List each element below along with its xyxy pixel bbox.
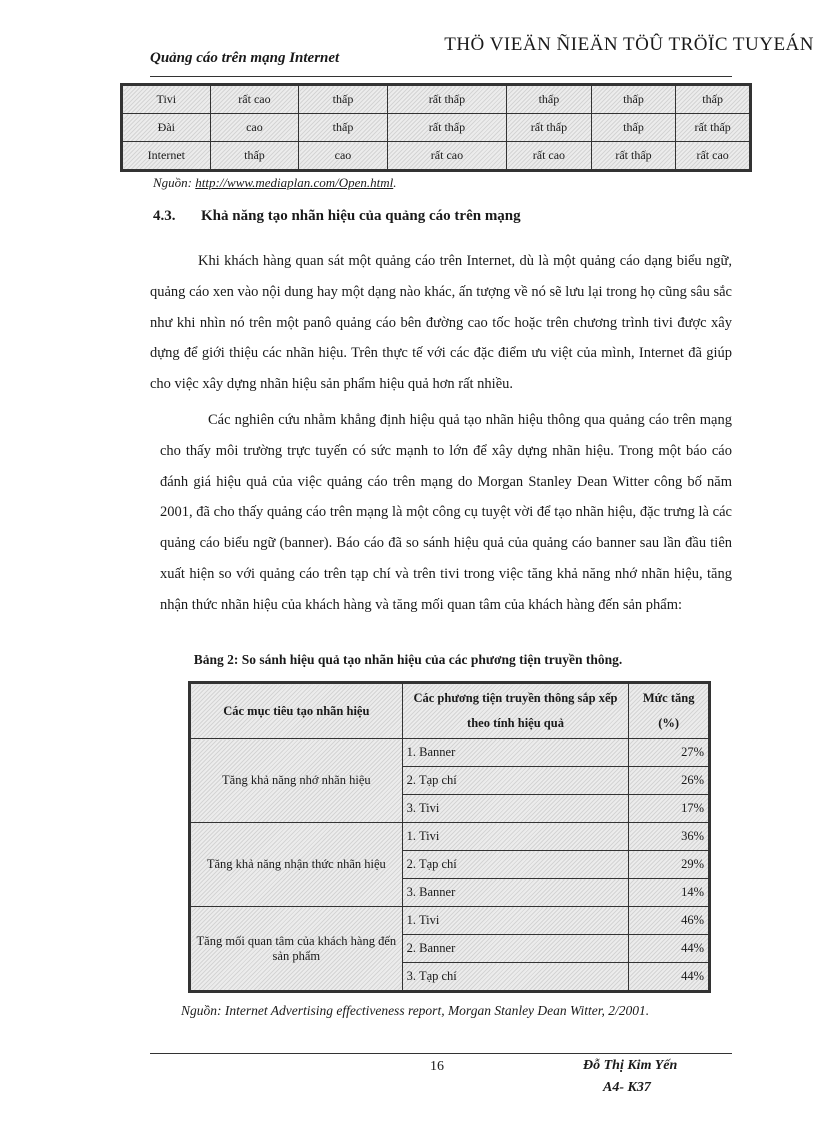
percent-cell: 36%: [629, 823, 710, 851]
table-cell: cao: [299, 142, 388, 171]
table-row: [122, 114, 751, 142]
table2-source: Nguồn: Internet Advertising effectiveness report, Morgan Stanley Dean Witter, 2/2001.: [181, 1003, 650, 1018]
section-heading: [153, 208, 521, 225]
table-cell: cao: [210, 114, 299, 142]
section-title: Khả năng tạo nhãn hiệu của quảng cáo trên mạng: [201, 208, 521, 224]
table-cell: thấp: [591, 114, 676, 142]
footer-divider: [150, 1053, 732, 1054]
table-cell: thấp: [591, 85, 676, 114]
table-cell: Đài: [122, 114, 211, 142]
header-divider: [150, 76, 732, 77]
percent-cell: 44%: [629, 935, 710, 963]
percent-cell: 14%: [629, 879, 710, 907]
media-cell: 1. Banner: [402, 739, 629, 767]
media-cell: 2. Tạp chí: [402, 851, 629, 879]
class-code: A4- K37: [603, 1080, 651, 1095]
branding-effectiveness-table: [188, 681, 711, 993]
table-row: [122, 85, 751, 114]
percent-cell: 46%: [629, 907, 710, 935]
table-row: [190, 907, 710, 935]
table-cell: rất cao: [507, 142, 592, 171]
table-cell: rất cao: [210, 85, 299, 114]
media-cell: 1. Tivi: [402, 823, 629, 851]
source-suffix: .: [393, 175, 397, 190]
table-cell: rất cao: [676, 142, 751, 171]
author-name: Đỗ Thị Kim Yến: [583, 1058, 678, 1073]
table-cell: thấp: [299, 85, 388, 114]
page-number: 16: [430, 1059, 444, 1074]
percent-cell: 27%: [629, 739, 710, 767]
table-cell: thấp: [676, 85, 751, 114]
table-cell: thấp: [210, 142, 299, 171]
paragraph-text: Các nghiên cứu nhằm khẳng định hiệu quả tạo nhãn hiệu thông qua quảng cáo trên mạng cho thấy môi trường trực tuyến có sức mạnh to lớn để xây dựng nhãn hiệu. Trong một báo cáo đánh giá hiệu quả của việc quảng cáo trên mạng do Morgan Stanley Dean Witter công bố năm 2001, đã cho thấy quảng cáo trên mạng là một công cụ tuyệt vời để tạo nhãn hiệu, đặc trưng là các quảng cáo biểu ngữ (banner). Báo cáo đã so sánh hiệu quả của quảng cáo banner sau lần đầu tiên xuất hiện so với quảng cáo trên tạp chí và trên tivi trong việc tăng khả năng nhớ nhãn hiệu, tăng nhận thức nhãn hiệu của khách hàng và tăng mối quan tâm của khách hàng đến sản phẩm:: [160, 412, 732, 613]
percent-cell: 44%: [629, 963, 710, 992]
table-cell: rất thấp: [676, 114, 751, 142]
goal-cell: Tăng mối quan tâm của khách hàng đến sản phẩm: [190, 907, 403, 992]
source-prefix: Nguồn:: [153, 175, 196, 190]
media-cell: 2. Tạp chí: [402, 767, 629, 795]
media-cell: 3. Tivi: [402, 795, 629, 823]
header-goal: Các mục tiêu tạo nhãn hiệu: [190, 683, 403, 739]
table-cell: rất cao: [387, 142, 506, 171]
percent-cell: 26%: [629, 767, 710, 795]
table-cell: rất thấp: [387, 85, 506, 114]
table-cell: Tivi: [122, 85, 211, 114]
header-increase: Mức tăng (%): [629, 683, 710, 739]
media-cell: 2. Banner: [402, 935, 629, 963]
section-number: 4.3.: [153, 208, 176, 224]
table-header-row: [190, 683, 710, 739]
media-cell: 3. Tạp chí: [402, 963, 629, 992]
media-comparison-table: [120, 83, 752, 172]
goal-cell: Tăng khả năng nhận thức nhãn hiệu: [190, 823, 403, 907]
table-cell: rất thấp: [387, 114, 506, 142]
body-paragraph: [150, 246, 732, 400]
body-paragraph: [160, 405, 732, 621]
table2-caption: Bảng 2: So sánh hiệu quả tạo nhãn hiệu của các phương tiện truyền thông.: [193, 652, 623, 667]
table-cell: rất thấp: [507, 114, 592, 142]
table1-source: [153, 175, 397, 191]
media-cell: 1. Tivi: [402, 907, 629, 935]
percent-cell: 17%: [629, 795, 710, 823]
table-row: [190, 823, 710, 851]
table-row: [190, 739, 710, 767]
table-cell: Internet: [122, 142, 211, 171]
running-title: Quảng cáo trên mạng Internet: [150, 50, 340, 66]
header-media: Các phương tiện truyền thông sắp xếp theo tính hiệu quả: [402, 683, 629, 739]
table-cell: thấp: [507, 85, 592, 114]
table-cell: rất thấp: [591, 142, 676, 171]
media-cell: 3. Banner: [402, 879, 629, 907]
table-cell: thấp: [299, 114, 388, 142]
library-watermark: THÖ VIEÄN ÑIEÄN TÖÛ TRÖÏC TUYEÁN: [444, 34, 814, 55]
goal-cell: Tăng khả năng nhớ nhãn hiệu: [190, 739, 403, 823]
paragraph-text: Khi khách hàng quan sát một quảng cáo trên Internet, dù là một quảng cáo dạng biểu ngữ, quảng cáo xen vào nội dung hay một dạng nào khác, ấn tượng về nó sẽ lưu lại trong họ cũng sâu sắc như khi nhìn nó trên một panô quảng cáo bên đường cao tốc hoặc trên chương trình tivi được xây dựng để giới thiệu các nhãn hiệu. Trên thực tế với các đặc điểm ưu việt của mình, Internet đã giúp cho việc xây dựng nhãn hiệu sản phẩm hiệu quả hơn rất nhiều.: [150, 253, 732, 393]
source-link[interactable]: http://www.mediaplan.com/Open.html: [195, 175, 394, 190]
percent-cell: 29%: [629, 851, 710, 879]
table-row: [122, 142, 751, 171]
